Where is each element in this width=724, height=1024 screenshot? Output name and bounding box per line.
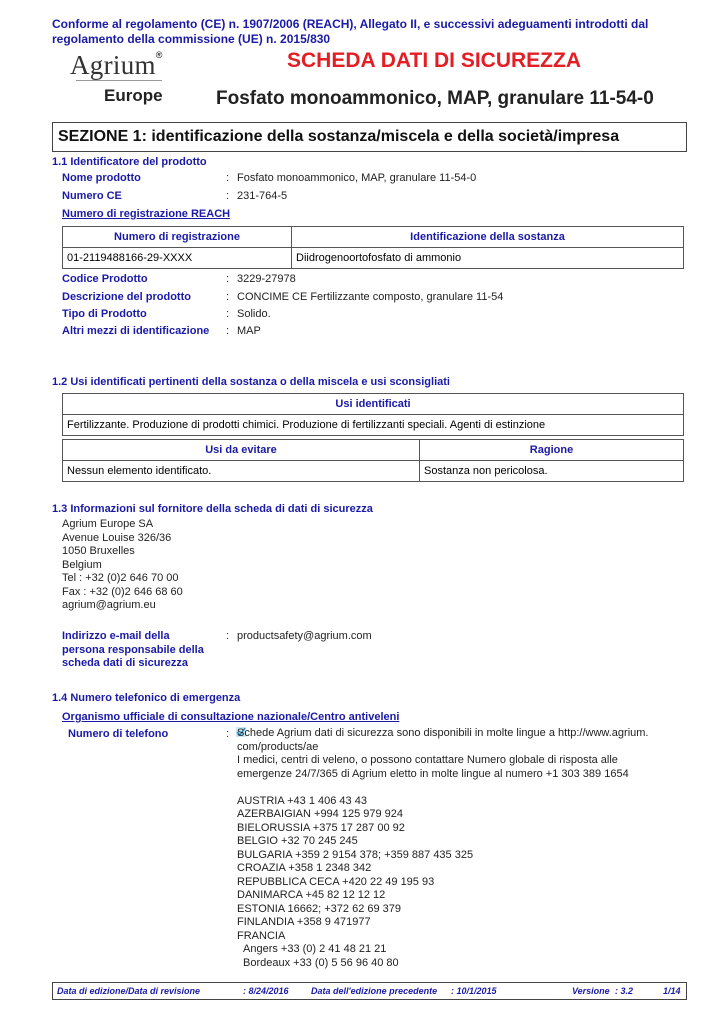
colon: : [226, 728, 230, 740]
product-code-value: 3229-27978 [237, 273, 296, 285]
country-phone: BELGIO +32 70 245 245 [237, 835, 358, 847]
intro-line: I medici, centri di veleno, o possono contattare Numero globale di risposta alle [237, 754, 618, 766]
supplier-address [62, 518, 183, 613]
country-phone: BULGARIA +359 2 9154 378; +359 887 435 325 [237, 848, 474, 861]
address-line: Avenue Louise 326/36 [62, 531, 172, 544]
country-phone: FINLANDIA +358 9 471977 [237, 916, 371, 928]
intro-line: Schede Agrium dati di sicurezza sono disponibili in molte lingue a http://www.agrium. [237, 727, 649, 739]
spacer [237, 781, 677, 795]
reach-table-header-identification: Identificazione della sostanza [292, 227, 684, 248]
page-number: 1/14 [663, 986, 681, 996]
document-title: SCHEDA DATI DI SICUREZZA [287, 49, 581, 72]
product-name-value: Fosfato monoammonico, MAP, granulare 11-54-0 [237, 172, 477, 184]
logo-divider [76, 80, 162, 81]
logo-word: Agrium [70, 50, 156, 80]
agrium-logo [70, 50, 170, 81]
city-phone: Angers +33 (0) 2 41 48 21 21 [243, 943, 387, 955]
poison-center-label: Organismo ufficiale di consultazione nazionale/Centro antiveleni [62, 711, 400, 723]
logo-registered-mark: ® [155, 50, 163, 60]
address-fax: Fax : +32 (0)2 646 68 60 [62, 585, 183, 598]
product-code-label: Codice Prodotto [62, 273, 148, 285]
other-identification-value: MAP [237, 325, 261, 337]
email-label-line: scheda dati di sicurezza [62, 657, 188, 669]
version-value: : 3.2 [615, 986, 634, 996]
version-label: Versione [572, 986, 610, 996]
previous-edition-label: Data dell'edizione precedente [311, 986, 438, 996]
intro-line: com/products/ae [237, 740, 319, 753]
city-phone: Bordeaux +33 (0) 5 56 96 40 80 [243, 956, 399, 969]
address-email: agrium@agrium.eu [62, 599, 156, 611]
email-label-line: persona responsabile della [62, 643, 204, 656]
identified-uses-table [62, 393, 684, 436]
logo-region: Europe [104, 86, 163, 105]
product-name-label: Nome prodotto [62, 172, 141, 184]
previous-edition-value: : 10/1/2015 [451, 986, 497, 996]
address-line: 1050 Bruxelles [62, 545, 135, 557]
subsection-1-4-heading: 1.4 Numero telefonico di emergenza [52, 692, 241, 704]
reach-table-header-number: Numero di registrazione [63, 227, 292, 248]
address-line: Agrium Europe SA [62, 518, 154, 530]
email-label-line: Indirizzo e-mail della [62, 630, 170, 642]
country-phone: FRANCIA [237, 929, 286, 942]
product-title: Fosfato monoammonico, MAP, granulare 11-54-0 [216, 88, 654, 109]
uses-to-avoid-table [62, 439, 684, 482]
section-1-title: SEZIONE 1: identificazione della sostanza/miscela e della società/impresa [58, 128, 620, 145]
reach-table [62, 226, 684, 269]
emergency-phone-block [237, 727, 677, 970]
product-type-label: Tipo di Prodotto [62, 308, 147, 320]
colon: : [226, 190, 230, 202]
country-phone: CROAZIA +358 1 2348 342 [237, 862, 372, 874]
responsible-email-value: productsafety@agrium.com [237, 630, 372, 642]
responsible-email-label [62, 630, 204, 671]
country-phone: DANIMARCA +45 82 12 12 12 [237, 889, 386, 901]
product-type-value: Solido. [237, 308, 271, 320]
ce-number-label: Numero CE [62, 190, 122, 202]
phone-number-label: Numero di telefono [68, 728, 169, 740]
intro-line: emergenze 24/7/365 di Agrium eletto in molte lingue al numero +1 303 389 1654 [237, 767, 629, 780]
regulation-notice: Conforme al regolamento (CE) n. 1907/2006 (REACH), Allegato II, e successivi adeguamenti introdotti dal regolamento della commissione (UE) n. 2015/830 [52, 17, 649, 46]
country-phone: ESTONIA 16662; +372 62 69 379 [237, 902, 402, 915]
country-phone: AZERBAIGIAN +994 125 979 924 [237, 808, 404, 820]
reach-table-cell-identification: Diidrogenoortofosfato di ammonio [292, 248, 684, 269]
subsection-1-3-heading: 1.3 Informazioni sul fornitore della scheda di dati di sicurezza [52, 503, 373, 515]
edition-date-value: : 8/24/2016 [243, 986, 289, 996]
address-line: Belgium [62, 558, 102, 571]
colon: : [226, 308, 230, 320]
colon: : [226, 291, 230, 303]
colon: : [226, 273, 230, 285]
edition-date-label: Data di edizione/Data di revisione [57, 986, 201, 996]
reach-registration-label: Numero di registrazione REACH [62, 208, 231, 220]
product-description-value: CONCIME CE Fertilizzante composto, granulare 11-54 [237, 291, 504, 303]
country-phone: AUSTRIA +43 1 406 43 43 [237, 794, 367, 807]
colon: : [226, 630, 230, 642]
reach-table-cell-number: 01-2119488166-29-XXXX [63, 248, 292, 269]
identified-uses-value: Fertilizzante. Produzione di prodotti chimici. Produzione di fertilizzanti speciali. Agenti di estinzione [63, 415, 684, 436]
reason-value: Sostanza non pericolosa. [420, 461, 684, 482]
identified-uses-header: Usi identificati [63, 394, 684, 415]
section-1-header [52, 122, 687, 152]
subsection-1-2-heading: 1.2 Usi identificati pertinenti della sostanza o della miscela e usi sconsigliati [52, 376, 450, 388]
ce-number-value: 231-764-5 [237, 190, 288, 202]
page-footer [52, 982, 687, 1000]
colon: : [226, 172, 230, 184]
uses-to-avoid-value: Nessun elemento identificato. [63, 461, 420, 482]
uses-to-avoid-header: Usi da evitare [63, 440, 420, 461]
subsection-1-1-heading: 1.1 Identificatore del prodotto [52, 156, 207, 168]
colon: : [226, 325, 230, 337]
country-phone: BIELORUSSIA +375 17 287 00 92 [237, 821, 405, 834]
country-phone: REPUBBLICA CECA +420 22 49 195 93 [237, 875, 435, 888]
address-phone: Tel : +32 (0)2 646 70 00 [62, 572, 179, 584]
product-description-label: Descrizione del prodotto [62, 291, 191, 303]
other-identification-label: Altri mezzi di identificazione [62, 325, 210, 337]
reason-header: Ragione [420, 440, 684, 461]
